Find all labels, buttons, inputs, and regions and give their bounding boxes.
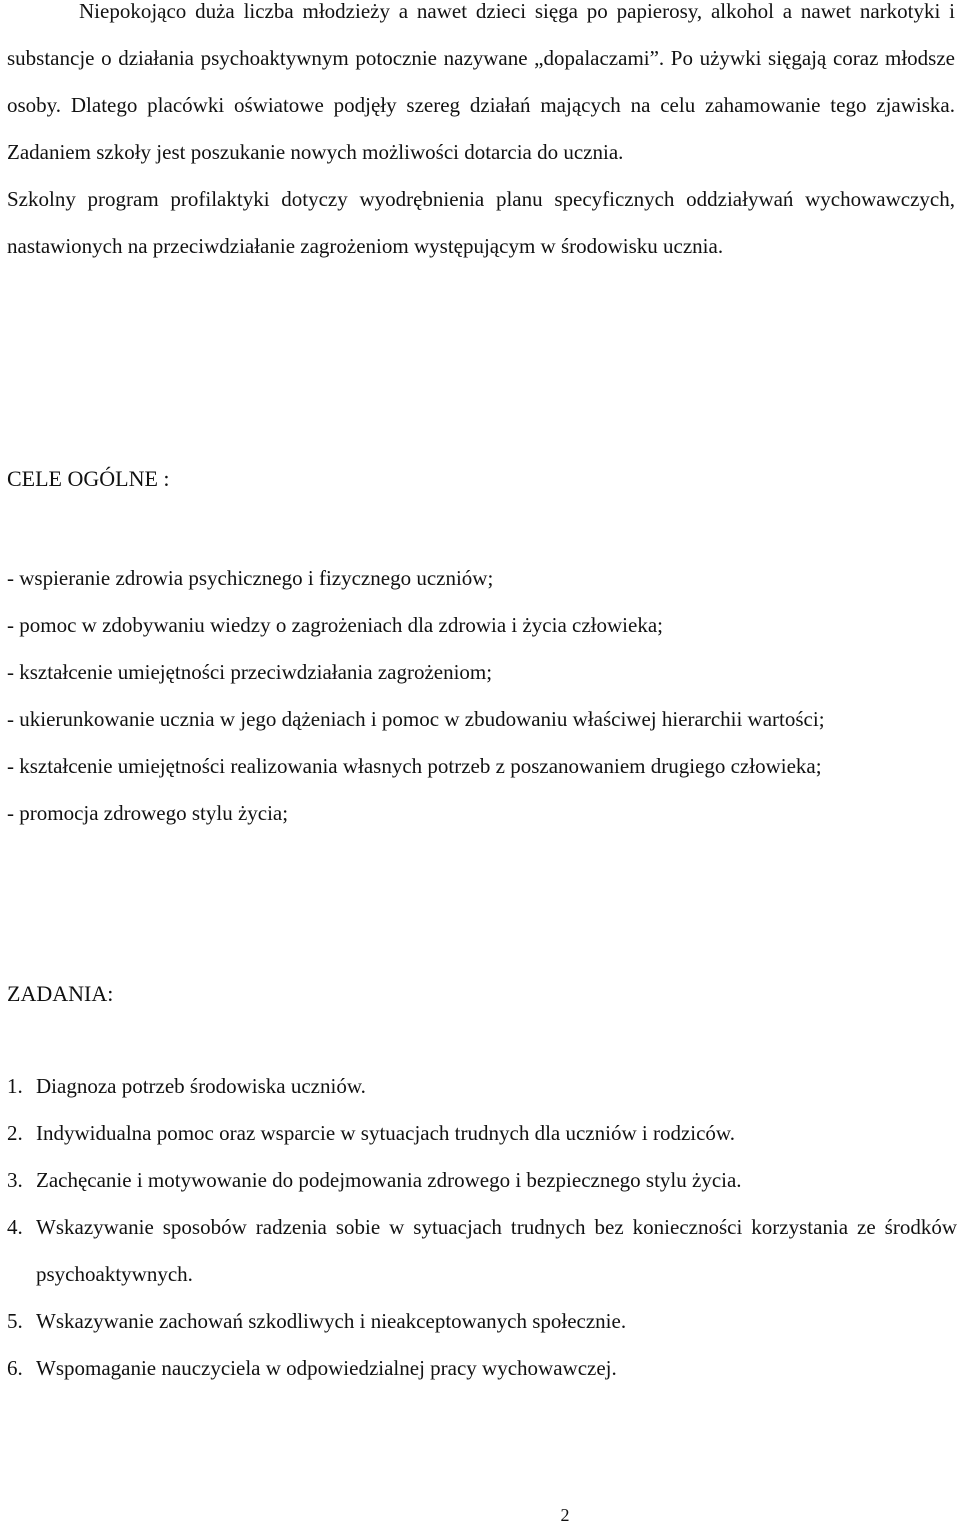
intro-paragraph-1-text: Niepokojąco duża liczba młodzieży a nawet dzieci sięga po papierosy, alkohol a nawet narkotyki i substancje o działania psychoaktywnym potocznie nazywane „dopalaczami”. Po używki sięgają coraz młodsze osoby. Dlatego placówki oświatowe podjęły szereg działań mających na celu zahamowanie tego zjawiska. Zadaniem szkoły jest poszukanie nowych możliwości dotarcia do ucznia. [7,0,955,164]
goals-heading: CELE OGÓLNE : [7,466,170,491]
intro-section [7,0,955,270]
item-text: Wskazywanie sposobów radzenia sobie w sytuacjach trudnych bez konieczności korzystania ze środków psychoaktywnych. [36,1215,957,1286]
list-item: - wspieranie zdrowia psychicznego i fizycznego uczniów; [7,566,494,590]
item-number: 6. [7,1356,23,1380]
list-item [7,1298,957,1345]
list-item: - kształcenie umiejętności przeciwdziałania zagrożeniom; [7,660,493,684]
item-number: 2. [7,1121,23,1145]
item-text: Indywidualna pomoc oraz wsparcie w sytuacjach trudnych dla uczniów i rodziców. [36,1121,735,1145]
list-item [7,1063,957,1110]
list-item [7,1110,957,1157]
item-text: Wskazywanie zachowań szkodliwych i nieakceptowanych społecznie. [36,1309,627,1333]
list-item: - ukierunkowanie ucznia w jego dążeniach i pomoc w zbudowaniu właściwej hierarchii wartości; [7,707,825,731]
item-number: 1. [7,1074,23,1098]
item-text: Diagnoza potrzeb środowiska uczniów. [36,1074,366,1098]
item-number: 4. [7,1215,23,1239]
item-text: Zachęcanie i motywowanie do podejmowania zdrowego i bezpiecznego stylu życia. [36,1168,742,1192]
list-item: - kształcenie umiejętności realizowania własnych potrzeb z poszanowaniem drugiego człowieka; [7,754,822,778]
tasks-heading: ZADANIA: [7,981,114,1006]
list-item [7,1157,957,1204]
tasks-list [7,1063,957,1392]
list-item [7,1345,957,1392]
intro-paragraph-2: Szkolny program profilaktyki dotyczy wyodrębnienia planu specyficznych oddziaływań wychowawczych, nastawionych na przeciwdziałanie zagrożeniom występującym w środowisku ucznia. [7,187,955,258]
list-item: - pomoc w zdobywaniu wiedzy o zagrożeniach dla zdrowia i życia człowieka; [7,613,663,637]
item-text: Wspomaganie nauczyciela w odpowiedzialnej pracy wychowawczej. [36,1356,617,1380]
goals-list [7,555,955,837]
list-item [7,1204,957,1298]
intro-paragraph-1 [7,0,955,176]
item-number: 5. [7,1309,23,1333]
list-item: - promocja zdrowego stylu życia; [7,801,289,825]
item-number: 3. [7,1168,23,1192]
page-number: 2 [560,1505,570,1525]
